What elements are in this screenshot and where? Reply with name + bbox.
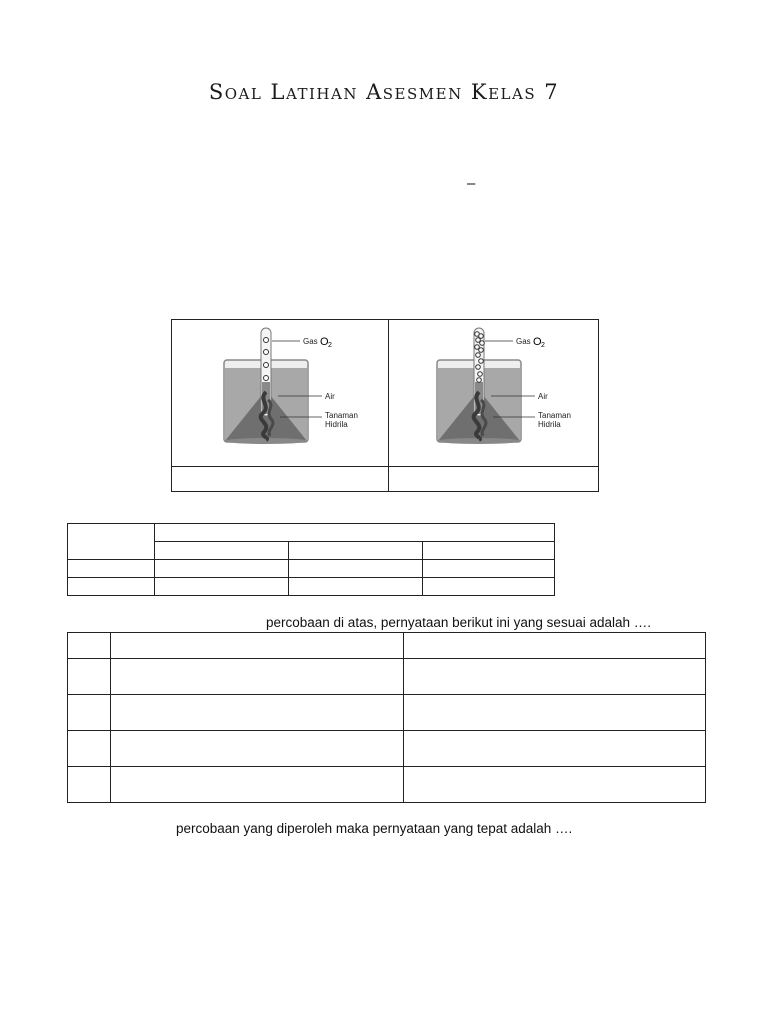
gas-formula-1: O xyxy=(320,336,329,348)
water-label-1: Air xyxy=(325,392,335,401)
beaker-illustration-1 xyxy=(172,320,388,461)
obs-subheader-3 xyxy=(423,542,555,560)
figure-caption-cell-2 xyxy=(389,467,599,492)
gas-subscript-2: 2 xyxy=(541,342,545,349)
water-label-2: Air xyxy=(538,392,548,401)
option-b-letter[interactable] xyxy=(68,695,111,731)
obs-row-1-cell xyxy=(423,560,555,578)
figure-caption-cell-1 xyxy=(172,467,389,492)
options-header-letter xyxy=(68,633,111,659)
option-d-col-2 xyxy=(404,767,706,803)
obs-subheader-2 xyxy=(289,542,423,560)
figure-panel-2 xyxy=(389,320,599,467)
obs-row-2-cell xyxy=(423,578,555,596)
gas-subscript-1: 2 xyxy=(328,342,332,349)
figure-table xyxy=(171,319,599,492)
option-a-col-1 xyxy=(111,659,404,695)
option-c-col-2 xyxy=(404,731,706,767)
obs-header-cell xyxy=(68,524,155,560)
obs-row-2-cell xyxy=(289,578,423,596)
options-header-col-2 xyxy=(404,633,706,659)
obs-row-2-cell xyxy=(155,578,289,596)
gas-label-2: Gas xyxy=(516,337,531,346)
options-header-col-1 xyxy=(111,633,404,659)
question-1-stem: percobaan di atas, pernyataan berikut ini yang sesuai adalah …. xyxy=(266,615,652,630)
answer-options-table xyxy=(67,632,706,803)
option-c-col-1 xyxy=(111,731,404,767)
plant-label-1b: Hidrila xyxy=(325,420,348,429)
question-2-stem: percobaan yang diperoleh maka pernyataan yang tepat adalah …. xyxy=(176,821,573,836)
option-c-letter[interactable] xyxy=(68,731,111,767)
plant-label-2a: Tanaman xyxy=(538,411,571,420)
option-a-letter[interactable] xyxy=(68,659,111,695)
obs-subheader-1 xyxy=(155,542,289,560)
option-d-col-1 xyxy=(111,767,404,803)
plant-label-1a: Tanaman xyxy=(325,411,358,420)
gas-formula-2: O xyxy=(533,336,542,348)
option-b-col-2 xyxy=(404,695,706,731)
page-title: Soal Latihan Asesmen Kelas 7 xyxy=(208,80,560,104)
observation-table xyxy=(67,523,555,596)
obs-row-2-label xyxy=(68,578,155,596)
plant-label-2b: Hidrila xyxy=(538,420,561,429)
beaker-illustration-2 xyxy=(389,320,598,461)
option-b-col-1 xyxy=(111,695,404,731)
obs-group-header xyxy=(155,524,555,542)
obs-row-1-label xyxy=(68,560,155,578)
option-d-letter[interactable] xyxy=(68,767,111,803)
obs-row-1-cell xyxy=(155,560,289,578)
gas-label-1: Gas xyxy=(303,337,318,346)
stray-dash: – xyxy=(467,175,476,192)
option-a-col-2 xyxy=(404,659,706,695)
obs-row-1-cell xyxy=(289,560,423,578)
figure-panel-1 xyxy=(172,320,389,467)
